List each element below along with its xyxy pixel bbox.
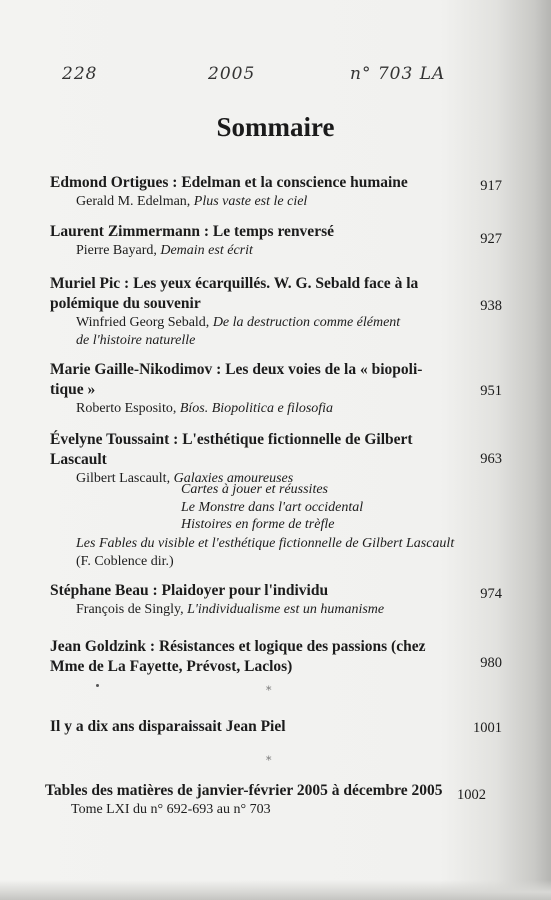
title-line: Mme de La Fayette, Prévost, Laclos) [50, 658, 293, 675]
page-number: 974 [480, 586, 502, 602]
title-line: polémique du souvenir [50, 295, 201, 312]
reference-work: Cartes à jouer et réussites [181, 482, 328, 497]
page-number: 951 [480, 383, 502, 399]
ink-dot [96, 684, 99, 687]
toc-entry [50, 173, 470, 211]
page-number: 1002 [457, 787, 486, 803]
entry-title: Stéphane Beau : Plaidoyer pour l'individu [50, 582, 329, 599]
reference-work: De la destruction comme élément [212, 315, 401, 330]
title-line: Évelyne Toussaint : L'esthétique fictionnelle de Gilbert [50, 431, 413, 448]
entry-title: Laurent Zimmermann : Le temps renversé [50, 223, 334, 240]
toc-entry [50, 637, 470, 677]
reference-author: Gilbert Lascault, [76, 471, 174, 486]
entry-title [50, 360, 470, 400]
toc-entry [45, 781, 465, 819]
reference-work: Bíos. Biopolitica e filosofia [179, 401, 334, 416]
page-number: 938 [480, 298, 502, 314]
page-number: 927 [480, 231, 502, 247]
title-line: Marie Gaille-Nikodimov : Les deux voies de la « biopoli- [50, 361, 423, 378]
page-number: 980 [480, 655, 502, 671]
entry-title [50, 274, 470, 314]
toc-entry [50, 274, 470, 350]
reference-author: François de Singly, [76, 602, 188, 617]
reference-editor: (F. Coblence dir.) [76, 554, 174, 569]
entry-title [50, 430, 470, 470]
section-separator: * [266, 754, 272, 767]
reference-author: Roberto Esposito, [76, 401, 180, 416]
reference-author: Gerald M. Edelman, [76, 194, 194, 209]
reference-work: Plus vaste est le ciel [193, 194, 308, 209]
entry-title: Il y a dix ans disparaissait Jean Piel [50, 718, 286, 735]
section-separator: * [266, 684, 272, 697]
reference-collective: Les Fables du visible et l'esthétique fictionnelle de Gilbert Lascault [76, 536, 455, 551]
toc-entry [50, 360, 470, 418]
entry-reference [50, 601, 470, 619]
page-title: Sommaire [216, 112, 335, 142]
handwritten-note-left: 228 [62, 64, 98, 84]
page-number: 917 [480, 178, 502, 194]
reference-author: Pierre Bayard, [76, 243, 161, 258]
title-line: tique » [50, 381, 96, 398]
entry-reference [50, 193, 470, 211]
reference-work: L'individualisme est un humanisme [187, 602, 385, 617]
entry-title [50, 637, 470, 677]
page-number: 1001 [473, 720, 502, 736]
reference-work: Demain est écrit [160, 243, 253, 258]
title-line: Muriel Pic : Les yeux écarquillés. W. G. Sebald face à la [50, 275, 419, 292]
reference-author: Winfried Georg Sebald, [76, 315, 213, 330]
reference-work: Histoires en forme de trèfle [181, 517, 335, 532]
toc-entry [50, 222, 470, 260]
handwritten-note-center: 2005 [208, 64, 256, 84]
reference-work: Galaxies amoureuses [173, 471, 294, 486]
entry-reference: Tome LXI du n° 692-693 au n° 703 [71, 802, 271, 817]
title-line: Jean Goldzink : Résistances et logique des passions (chez [50, 638, 426, 655]
reference-work: de l'histoire naturelle [76, 333, 196, 348]
toc-entry [50, 430, 470, 488]
toc-entry [50, 581, 470, 619]
reference-work: Le Monstre dans l'art occidental [181, 500, 364, 515]
handwritten-note-right: n° 703 LA [350, 64, 446, 84]
title-line: Lascault [50, 451, 107, 468]
entry-title: Tables des matières de janvier-février 2005 à décembre 2005 [45, 782, 443, 799]
toc-entry [50, 717, 470, 737]
entry-reference [50, 314, 470, 350]
page-edge [0, 880, 551, 900]
entry-reference [50, 242, 470, 260]
entry-reference [50, 400, 470, 418]
entry-title: Edmond Ortigues : Edelman et la conscience humaine [50, 174, 408, 191]
page-number: 963 [480, 451, 502, 467]
